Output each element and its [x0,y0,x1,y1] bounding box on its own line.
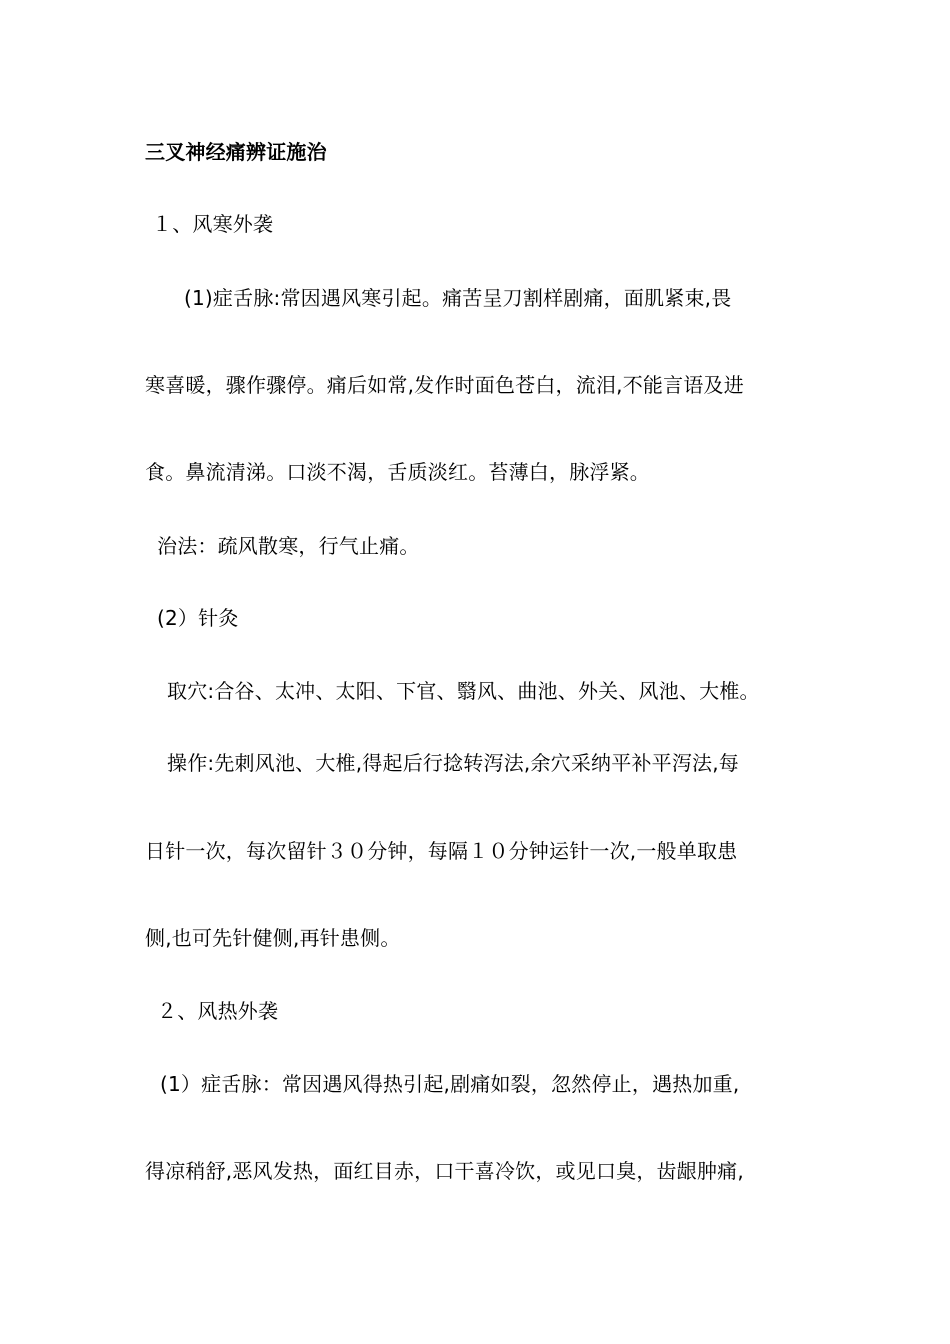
paragraph-line: 食。鼻流清涕。口淡不渴，舌质淡红。苔薄白，脉浮紧。 [145,460,650,484]
paragraph-line: 得凉稍舒,恶风发热，面红目赤，口干喜冷饮，或见口臭，齿龈肿痛, [145,1159,744,1183]
section-heading-wind-heat: ２、风热外袭 [157,999,279,1023]
paragraph-line: 操作:先刺风池、大椎,得起后行捻转泻法,余穴采纳平补平泻法,每 [167,751,740,775]
section-heading-wind-cold: １、风寒外袭 [152,212,274,236]
treatment-method: 治法：疏风散寒，行气止痛。 [157,534,420,558]
paragraph-line: (1）症舌脉：常因遇风得热引起,剧痛如裂，忽然停止，遇热加重, [160,1072,740,1096]
paragraph-line: 寒喜暖，骤作骤停。痛后如常,发作时面色苍白，流泪,不能言语及进 [145,373,744,397]
paragraph-line: (1)症舌脉:常因遇风寒引起。痛苦呈刀割样剧痛，面肌紧束,畏 [184,286,732,310]
document-title: 三叉神经痛辨证施治 [145,140,327,164]
subsection-heading-acupuncture: (2）针灸 [157,606,239,630]
paragraph-line: 日针一次，每次留针３０分钟，每隔１０分钟运针一次,一般单取患 [145,839,738,863]
acupoints-line: 取穴:合谷、太冲、太阳、下官、翳风、曲池、外关、风池、大椎。 [167,679,760,703]
paragraph-line: 侧,也可先针健侧,再针患侧。 [145,926,401,950]
